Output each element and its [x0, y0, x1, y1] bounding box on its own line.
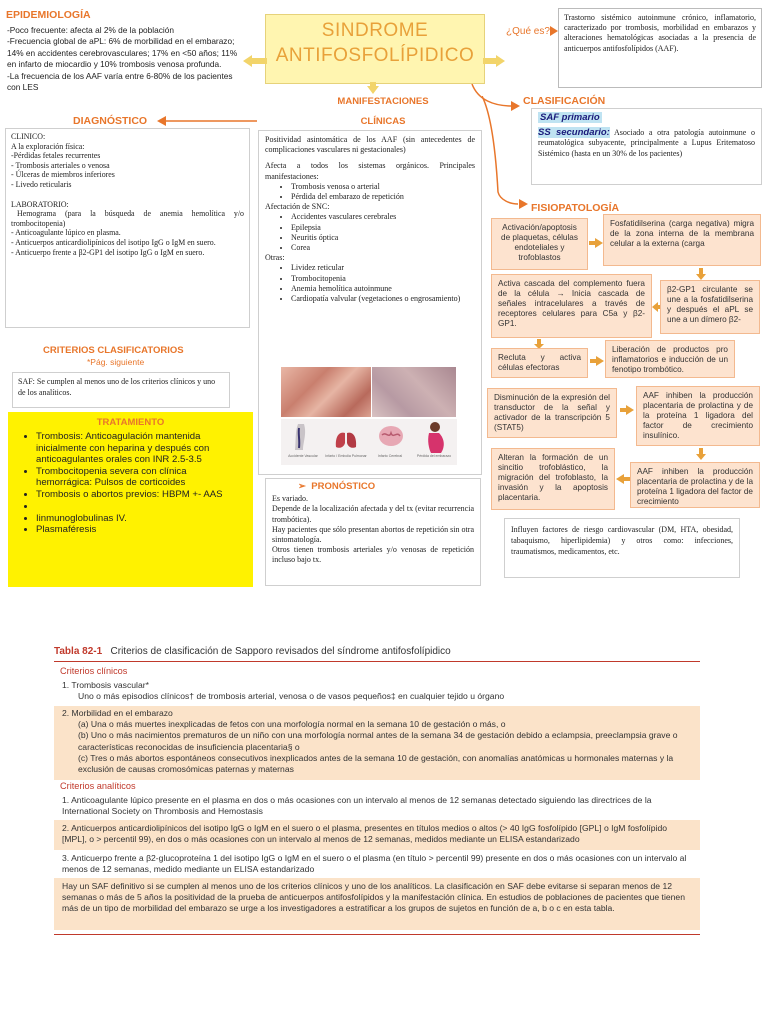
tabla-rule-top: [54, 661, 700, 662]
icon-caption: Infarto / Embolia Pulmonar: [325, 454, 367, 458]
fisio-box-prolactina2: [630, 462, 760, 508]
fisio-box-fosfatidilserina: [603, 214, 761, 266]
que-es-label: ¿Qué es?: [506, 26, 550, 37]
criterios-title: CRITERIOS CLASIFICATORIOS: [43, 345, 184, 356]
list-item: • Epilepsia: [291, 223, 475, 233]
clasificacion-box: [531, 108, 762, 185]
tabla-a2: 2. Anticuerpos anticardiolipínicos del isotipo IgG o IgM en el suero o el plasma, presentes en títulos medios o altos (> 40 IgG fosfolípido [GPL] o IgM fosfolípido [MPL], o > percentil 99), en dos o más ocasiones con un intervalo al menos de 12 semanas, medidos mediante un ELISA estandarizado: [54, 820, 700, 850]
tabla-label: Tabla 82-1: [54, 646, 103, 657]
fisio-arrow-icon: [620, 405, 634, 415]
fisio-box-text: β2-GP1 circulante se une a la fosfatidilserina y después el aPL se une a un dímero β2-: [667, 285, 753, 324]
epidemiologia-title: EPIDEMIOLOGÍA: [6, 9, 91, 21]
fisio-box-stat5: [487, 388, 617, 438]
tratamiento-box: [8, 412, 253, 587]
manifestaciones-title-line1: MANIFESTACIONES: [337, 96, 429, 107]
lab-item: - Anticuerpos anticardiolipínicos del isotipo IgG o IgM en suero.: [11, 237, 216, 247]
manifestaciones-title-line2: CLÍNICAS: [360, 116, 406, 127]
lab-item: Hemograma (para la búsqueda de anemia hemolítica y/o trombocitopenia): [11, 209, 244, 228]
manifestaciones-intro: Positividad asintomática de los AAF (sin antecedentes de complicaciones vasculares ni gestacionales): [265, 135, 475, 155]
list-item: • Trombosis venosa o arterial: [291, 182, 475, 192]
clasificacion-title: CLASIFICACIÓN: [523, 95, 606, 107]
tratamiento-item: • Trombosis o abortos previos: HBPM +- AAS: [36, 489, 243, 501]
tabla-c2-title: 2. Morbilidad en el embarazo: [62, 708, 173, 718]
fisio-arrow-icon: [616, 474, 630, 484]
pregnant-woman-icon: [421, 421, 451, 453]
fisio-arrow-icon: [589, 238, 603, 248]
tratamiento-item: [36, 501, 243, 513]
tabla-c2: [54, 706, 700, 780]
fisio-box-b2gp1: [660, 280, 760, 334]
tabla-c1-title: 1. Trombosis vascular*: [62, 680, 149, 690]
pronostico-line: Depende de la localización afectada y del tx (evitar recurrencia trombótica).: [272, 504, 474, 524]
pronostico-line: Es variado.: [272, 494, 308, 504]
fisio-box-prolactina1: [636, 386, 760, 446]
tabla-header: [54, 646, 700, 657]
icon-caption: Infarto Cerebral: [377, 454, 403, 458]
fisio-arrow-icon: [696, 448, 706, 460]
main-title-line2: ANTIFOSFOLÍPIDICO: [275, 45, 475, 66]
clinico-intro: A la exploración física:: [11, 141, 85, 151]
tratamiento-title: TRATAMIENTO: [96, 417, 165, 428]
list-item: • Lividez reticular: [291, 263, 475, 273]
saf-primario: [538, 113, 755, 123]
que-es-text: Trastorno sistémico autoinmune crónico, inflamatorio, caracterizado por trombosis, morbilidad en embarazos y alteraciones hematológicas asociadas a la presencia de anticuerpos antifosfolípidos (AAF).: [564, 13, 756, 53]
factores-box: [504, 518, 740, 578]
fisio-box-complemento: [491, 274, 652, 338]
ss-secundario: [538, 128, 755, 159]
fisio-box-text: Activa cascada del complemento fuera de la célula → Inicia cascada de señales intracelulares a través de receptores celulares para C5a y β2-GP1.: [498, 279, 645, 328]
tabla-c1: [54, 680, 700, 702]
pronostico-header: [298, 482, 474, 492]
tabla-c1-text: Uno o más episodios clínicos† de trombosis arterial, venosa o de vasos pequeños‡ en cualquier tejido u órgano: [78, 691, 505, 702]
fisio-box-activacion: [491, 218, 588, 270]
fisio-arrow-icon: [696, 268, 706, 280]
tabla-title: Criterios de clasificación de Sapporo revisados del síndrome antifosfolípidico: [110, 646, 451, 657]
fisio-connector-icon: [482, 96, 528, 210]
pronostico-title: PRONÓSTICO: [311, 481, 376, 492]
tabla-c2-b: (b) Uno o más nacimientos prematuros de un niño con una morfología normal antes de la semana 34 de gestación debido a eclampsia, preeclampsia grave o características reconocidas de insuficiencia placentaria§ o: [78, 730, 678, 752]
list-item: • Anemia hemolítica autoinmune: [291, 284, 475, 294]
list-item: • Accidentes vasculares cerebrales: [291, 212, 475, 222]
fisio-box-recluta: [491, 348, 588, 378]
fisio-arrow-icon: [590, 356, 604, 366]
tabla-c2-c: (c) Tres o más abortos espontáneos consecutivos inexplicados antes de la semana 10 de gestación, con anomalías anatómicas u hormonales maternas y la exclusión de causas cromosómicas paternas y maternas: [78, 752, 674, 775]
tratamiento-item: • Trombosis: Anticoagulación mantenida inicialmente con heparina y después con anticoagulantes orales con INR 2.5-3.5: [36, 431, 243, 466]
list-item: • Corea: [291, 243, 475, 253]
fisio-box-sincitio: [491, 448, 615, 510]
fisio-box-text: Liberación de productos pro inflamatorios e inducción de un fenotipo trombótico.: [612, 345, 728, 374]
main-title-line1: SINDROME: [321, 20, 429, 41]
que-es-box: [558, 8, 762, 88]
fisio-box-text: Disminución de la expresión del transductor de la señal y activador de la transcripción 5 (STAT5): [494, 393, 610, 432]
criterios-subtitle: *Pág. siguiente: [87, 357, 145, 367]
manifestaciones-snc-label: Afectación de SNC:: [265, 202, 330, 212]
livedo-photo-left: [281, 367, 371, 417]
list-item: • Trombocitopenia: [291, 274, 475, 284]
diagnostico-arrow-icon: [157, 116, 257, 126]
epidemiologia-line: -Poco frecuente: afecta al 2% de la población: [7, 25, 174, 35]
clinico-item: - Livedo reticularis: [11, 179, 72, 189]
manifestaciones-list2: [265, 212, 475, 253]
factores-text: Influyen factores de riesgo cardiovascular (DM, HTA, obesidad, tabaquismo, hiperlipidemia) y otros como: infecciones, traumatismos, medicamentos, etc.: [511, 525, 733, 556]
lab-item: - Anticuerpo frente a β2-GP1 del isotipo IgG o IgM en suero.: [11, 247, 205, 257]
tabla-clinicos-header: Criterios clínicos: [60, 666, 128, 676]
fisiopatologia-title: FISIOPATOLOGÍA: [531, 202, 620, 214]
tratamiento-list: [8, 431, 253, 536]
diagnostico-title: DIAGNÓSTICO: [73, 115, 148, 127]
brain-icon: [377, 423, 405, 449]
criterios-box: [12, 372, 230, 408]
list-item: • Cardiopatía valvular (vegetaciones o engrosamiento): [291, 294, 475, 304]
clinico-item: -Pérdidas fetales recurrentes: [11, 151, 101, 161]
fisio-box-text: Alteran la formación de un sincitio trofoblástico, la migración del trofoblasto, la invasión y la apoptosis placentaria.: [498, 453, 608, 502]
lungs-icon: [333, 423, 359, 451]
saf-primario-label: SAF primario: [540, 112, 600, 123]
arrow-left-icon: [243, 54, 267, 68]
fisio-box-text: AAF inhiben la producción placentaria de prolactina y de la proteína 1 ligadora del factor de crecimiento insulínico.: [643, 391, 753, 440]
tabla-a1: 1. Anticoagulante lúpico presente en el plasma en dos o más ocasiones con un intervalo al menos de 12 semanas detectado siguiendo las directrices de la International Society on Thrombosis and Hemostasis: [62, 795, 652, 817]
lab-label: LABORATORIO:: [11, 199, 69, 209]
pronostico-line: Otros tienen trombosis arteriales y/o venosas de repetición incluso bajo tx.: [272, 545, 474, 565]
list-item: • Neuritis óptica: [291, 233, 475, 243]
lab-item: - Anticoagulante lúpico en plasma.: [11, 228, 121, 238]
pronostico-line: Hay pacientes que sólo presentan abortos de repetición sin otra sintomatología.: [272, 524, 474, 545]
que-es-arrow-icon: [548, 26, 558, 36]
pronostico-box: [265, 478, 481, 586]
manifestaciones-title: [300, 92, 466, 132]
epidemiologia-line: -Frecuencia global de aPL: 6% de morbilidad en el embarazo; 14% en accidentes cerebrovasculares; 17% en <50 años; 11% en infarto de miocardio y 10% trombosis venosa profunda.: [7, 36, 238, 70]
clinico-item: - Trombosis arteriales o venosa: [11, 160, 110, 170]
ss-secundario-text: Asociado a otra patología autoinmune o reumatológica subyacente, principalmente a Lupus Eritematoso Sistémico (hasta en un 30% de los pacientes): [538, 128, 755, 158]
fisio-box-text: AAF inhiben la producción placentaria de prolactina y de la proteína 1 ligadora del factor de crecimiento: [637, 467, 753, 506]
clinico-item: - Úlceras de miembros inferiores: [11, 170, 115, 180]
manifestaciones-icon-strip: [281, 419, 457, 465]
icon-caption: Pérdida del embarazo: [416, 454, 452, 458]
list-item: • Pérdida del embarazo de repetición: [291, 192, 475, 202]
tabla-analiticos-header: Criterios analíticos: [60, 781, 136, 791]
tabla-c2-a: (a) Una o más muertes inexplicadas de fetos con una morfología normal en la semana 10 de gestación o más, o: [78, 719, 506, 730]
fisio-box-liberacion: [605, 340, 735, 378]
fisio-box-text: Activación/apoptosis de plaquetas, células endoteliales y trofoblastos: [501, 223, 578, 262]
livedo-photo-right: [372, 367, 456, 417]
fisio-box-text: Recluta y activa células efectoras: [498, 353, 581, 372]
leg-vein-icon: [289, 422, 315, 452]
pronostico-arrow-icon: ➢: [298, 481, 306, 492]
tratamiento-item: • Iinmunoglobulinas IV.: [36, 513, 243, 525]
main-title-box: [265, 14, 485, 84]
manifestaciones-organs: Afecta a todos los sistemas orgánicos. Principales manifestaciones:: [265, 161, 475, 181]
epidemiologia-line: -La frecuencia de los AAF varía entre 6-80% de los pacientes con LES: [7, 70, 233, 93]
diagnostico-box: [5, 128, 250, 328]
criterios-text: SAF: Se cumplen al menos uno de los criterios clínicos y uno de los analíticos.: [18, 377, 216, 397]
icon-caption: Accidente Vascular: [288, 454, 318, 458]
tabla-footer: Hay un SAF definitivo si se cumplen al menos uno de los criterios clínicos y uno de los analíticos. La clasificación en SAF debe evitarse si separan menos de 12 semanas o más de 5 años la positividad de la prueba de anticuerpos antifosfolípidos y la manifestación clínica. En estudios de poblaciones de pacientes que tienen más de un tipo de morbilidad del embarazo se urge a los investigadores a estratificar a los grupos de sujetos en función de a, b o c en esta tabla.: [54, 878, 700, 930]
manifestaciones-otras-label: Otras:: [265, 253, 285, 263]
ss-secundario-label: SS secundario:: [538, 127, 610, 139]
manifestaciones-list1: [265, 182, 475, 202]
epidemiologia-text: [7, 25, 245, 93]
fisio-box-text: Fosfatidilserina (carga negativa) migra de la zona interna de la membrana celular a la externa (carga: [610, 219, 754, 248]
arrow-right-icon: [483, 54, 505, 68]
manifestaciones-list3: [265, 263, 475, 304]
tratamiento-item: • Plasmaféresis: [36, 524, 243, 536]
tratamiento-item: • Trombocitopenia severa con clínica hemorrágica: Pulsos de corticoides: [36, 466, 243, 489]
clinico-label: CLINICO:: [11, 132, 46, 141]
tabla-rule-bottom: [54, 934, 700, 935]
tabla-a3: 3. Anticuerpo frente a β2-glucoproteína 1 del isotipo IgG o IgM en el suero o el plasma (en título > percentil 99) presente en dos o más ocasiones con un intervalo al menos de 12 semanas, medido mediante un ELISA estandarizado: [62, 853, 687, 875]
